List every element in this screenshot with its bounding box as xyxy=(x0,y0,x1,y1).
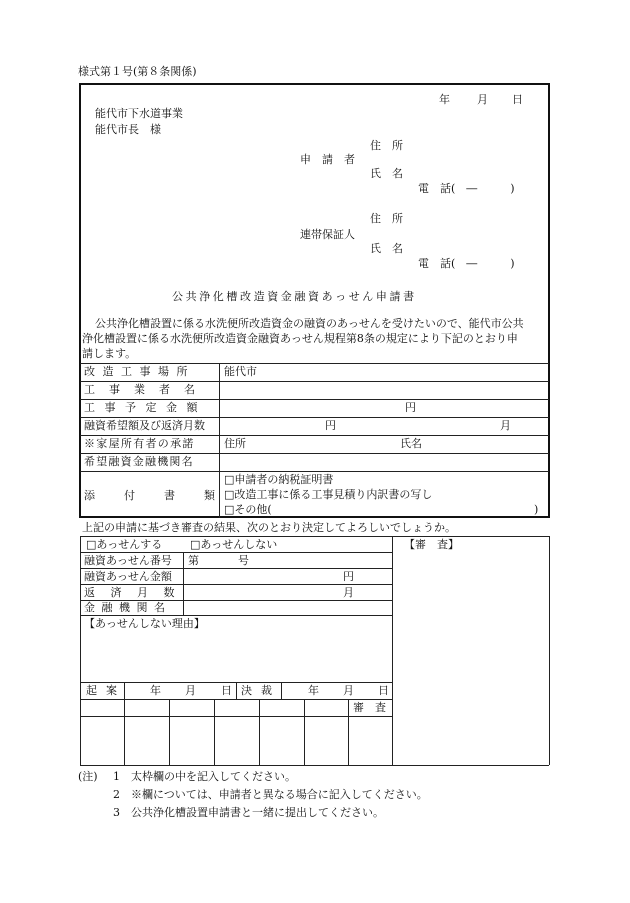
cost-label: 工事予定金額 xyxy=(84,401,207,414)
intro-line-2: 浄化槽設置に係る水洗便所改造資金融資あっせん規程第8条の規定により下記のとおり申 xyxy=(82,332,518,345)
note-3: 3 公共浄化槽設置申請書と一緒に提出してください。 xyxy=(113,806,384,819)
applicant-phone: 電 話( ― ) xyxy=(418,182,515,195)
note-2: 2 ※欄については、申請者と異なる場合に記入してください。 xyxy=(113,788,428,801)
owner-name: 氏名 xyxy=(400,437,422,450)
date-day: 日 xyxy=(512,93,523,106)
bank-name-label: 金融機関名 xyxy=(84,601,172,614)
attachments-label: 添付書類 xyxy=(84,489,244,502)
intro-line-3: 請します。 xyxy=(82,347,137,360)
loan-unit-yen: 円 xyxy=(325,419,336,432)
guarantor-phone: 電 話( ― ) xyxy=(418,257,515,270)
review-label: 【審 査】 xyxy=(404,538,459,551)
review-intro: 上記の申請に基づき審査の結果、次のとおり決定してよろしいでしょうか。 xyxy=(82,521,456,534)
cost-unit: 円 xyxy=(405,401,416,414)
date-month: 月 xyxy=(477,93,488,106)
guarantor-label: 連帯保証人 xyxy=(300,228,355,241)
draft-day: 日 xyxy=(221,684,232,697)
intro-line-1: 公共浄化槽設置に係る水洗便所改造資金の融資のあっせんを受けたいので、能代市公共 xyxy=(95,317,524,330)
note-1: 1 太枠欄の中を記入してください。 xyxy=(113,770,296,783)
number-prefix: 第 xyxy=(188,554,199,567)
owner-address: 住所 xyxy=(224,437,246,450)
applicant-name-label: 氏 名 xyxy=(370,167,403,180)
draft-year: 年 xyxy=(150,684,161,697)
draft-month: 月 xyxy=(185,684,196,697)
site-value: 能代市 xyxy=(224,365,257,378)
attachment-estimate: □改造工事に係る工事見積り内訳書の写し xyxy=(224,488,433,501)
addressee-office: 能代市下水道事業 xyxy=(95,107,183,120)
months-label: 返済月数 xyxy=(84,586,190,599)
addressee-mayor: 能代市長 様 xyxy=(95,123,161,136)
decision-year: 年 xyxy=(308,684,319,697)
check-label: 審 査 xyxy=(353,701,386,714)
reject-option: □あっせんしない xyxy=(190,538,278,551)
draft-label: 起案 xyxy=(86,684,126,697)
page-title: 公共浄化槽改造資金融資あっせん申請書 xyxy=(172,290,417,303)
applicant-label: 申 請 者 xyxy=(300,153,355,166)
decision-label: 決裁 xyxy=(241,684,281,697)
bank-label: 希望融資金融機関名 xyxy=(84,455,194,468)
attachment-other-close: ) xyxy=(534,503,539,516)
loan-label: 融資希望額及び返済月数 xyxy=(84,419,205,432)
loan-unit-month: 月 xyxy=(500,419,511,432)
number-label: 融資あっせん番号 xyxy=(84,554,172,567)
attachment-tax-certificate: □申請者の納税証明書 xyxy=(224,473,334,486)
date-year: 年 xyxy=(439,93,450,106)
form-number: 様式第１号(第８条関係) xyxy=(78,65,197,78)
approve-option: □あっせんする xyxy=(86,538,163,551)
contractor-label: 工事業者名 xyxy=(84,383,209,396)
applicant-address-label: 住 所 xyxy=(370,139,403,152)
number-suffix: 号 xyxy=(238,554,249,567)
site-label-text: 改造工事場所 xyxy=(84,365,195,378)
months-unit: 月 xyxy=(343,586,354,599)
site-label xyxy=(84,366,214,377)
amount-unit: 円 xyxy=(343,570,354,583)
reason-label: 【あっせんしない理由】 xyxy=(84,617,205,630)
amount-label: 融資あっせん金額 xyxy=(84,570,172,583)
guarantor-name-label: 氏 名 xyxy=(370,242,403,255)
attachment-other: □その他( xyxy=(224,503,272,516)
guarantor-address-label: 住 所 xyxy=(370,212,403,225)
decision-month: 月 xyxy=(343,684,354,697)
owner-label: ※家屋所有者の承諾 xyxy=(84,437,195,450)
decision-day: 日 xyxy=(378,684,389,697)
notes-prefix: (注) xyxy=(78,770,98,783)
